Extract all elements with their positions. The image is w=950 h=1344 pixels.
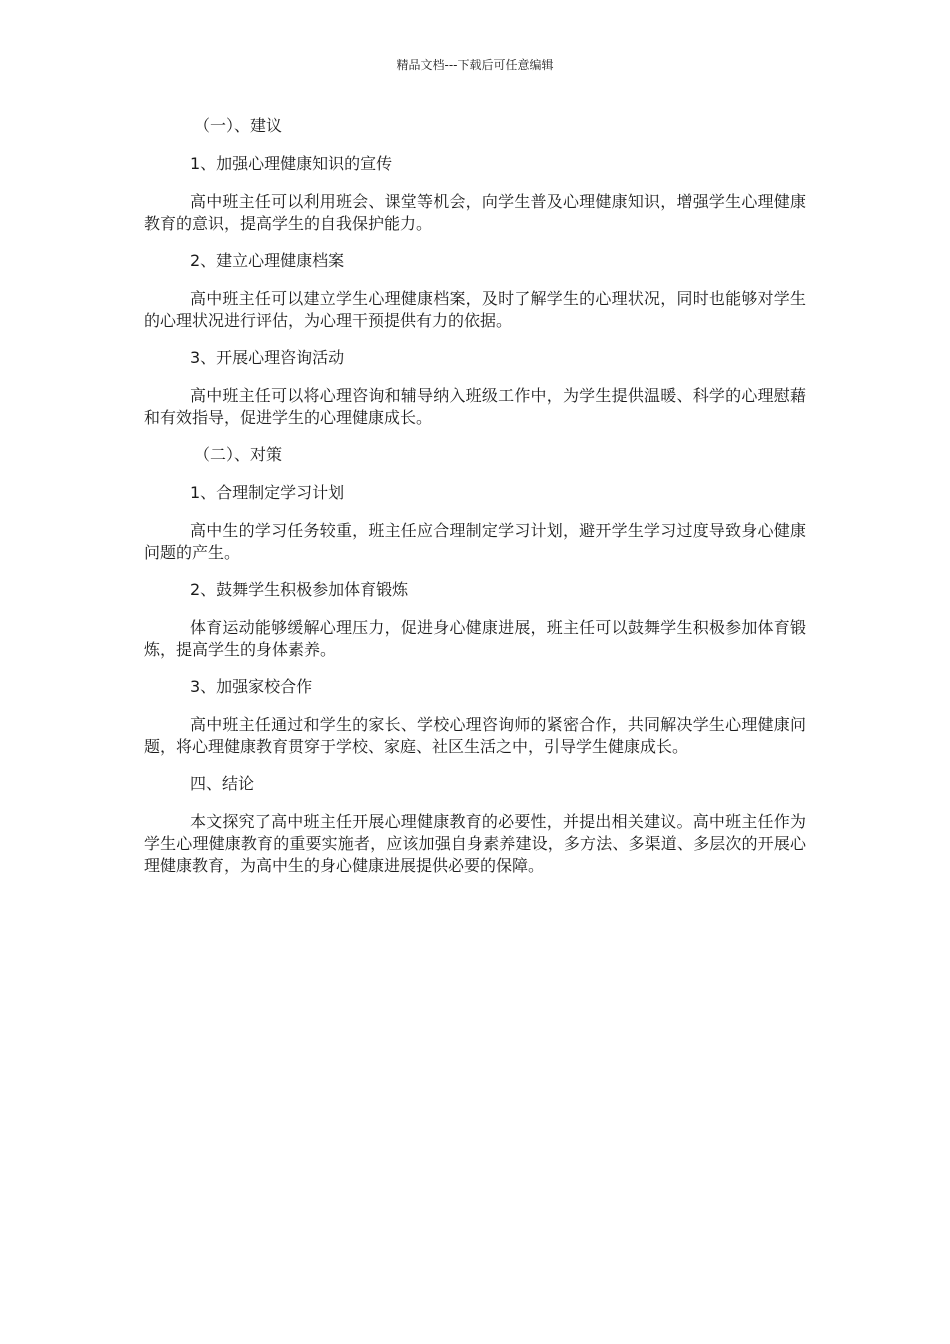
paragraph-physical-exercise: 体育运动能够缓解心理压力，促进身心健康进展，班主任可以鼓舞学生积极参加体育锻炼，提高学生的身体素养。 <box>144 618 806 659</box>
page-header: 精品文档---下载后可任意编辑 <box>396 58 554 72</box>
document-body <box>144 115 806 892</box>
subheading-study-plan: 1、合理制定学习计划 <box>190 483 345 502</box>
paragraph-knowledge-promotion: 高中班主任可以利用班会、课堂等机会，向学生普及心理健康知识，增强学生心理健康教育的意识，提高学生的自我保护能力。 <box>144 192 806 233</box>
subheading-health-records: 2、建立心理健康档案 <box>190 251 345 270</box>
paragraph-conclusion: 本文探究了高中班主任开展心理健康教育的必要性，并提出相关建议。高中班主任作为学生心理健康教育的重要实施者，应该加强自身素养建设，多方法、多渠道、多层次的开展心理健康教育，为高中生的身心健康进展提供必要的保障。 <box>144 812 806 875</box>
section-heading-countermeasures: （二）、对策 <box>194 445 283 464</box>
paragraph-counseling: 高中班主任可以将心理咨询和辅导纳入班级工作中，为学生提供温暖、科学的心理慰藉和有效指导，促进学生的心理健康成长。 <box>144 386 806 427</box>
subheading-physical-exercise: 2、鼓舞学生积极参加体育锻炼 <box>190 580 409 599</box>
paragraph-home-school: 高中班主任通过和学生的家长、学校心理咨询师的紧密合作，共同解决学生心理健康问题，将心理健康教育贯穿于学校、家庭、社区生活之中，引导学生健康成长。 <box>144 715 806 756</box>
subheading-home-school: 3、加强家校合作 <box>190 677 313 696</box>
section-heading-suggestions: （一）、建议 <box>194 116 283 135</box>
paragraph-health-records: 高中班主任可以建立学生心理健康档案，及时了解学生的心理状况，同时也能够对学生的心理状况进行评估，为心理干预提供有力的依据。 <box>144 289 806 330</box>
subheading-knowledge-promotion: 1、加强心理健康知识的宣传 <box>190 154 393 173</box>
subheading-counseling: 3、开展心理咨询活动 <box>190 348 345 367</box>
paragraph-study-plan: 高中生的学习任务较重，班主任应合理制定学习计划，避开学生学习过度导致身心健康问题的产生。 <box>144 521 806 562</box>
section-heading-conclusion: 四、结论 <box>190 774 255 793</box>
